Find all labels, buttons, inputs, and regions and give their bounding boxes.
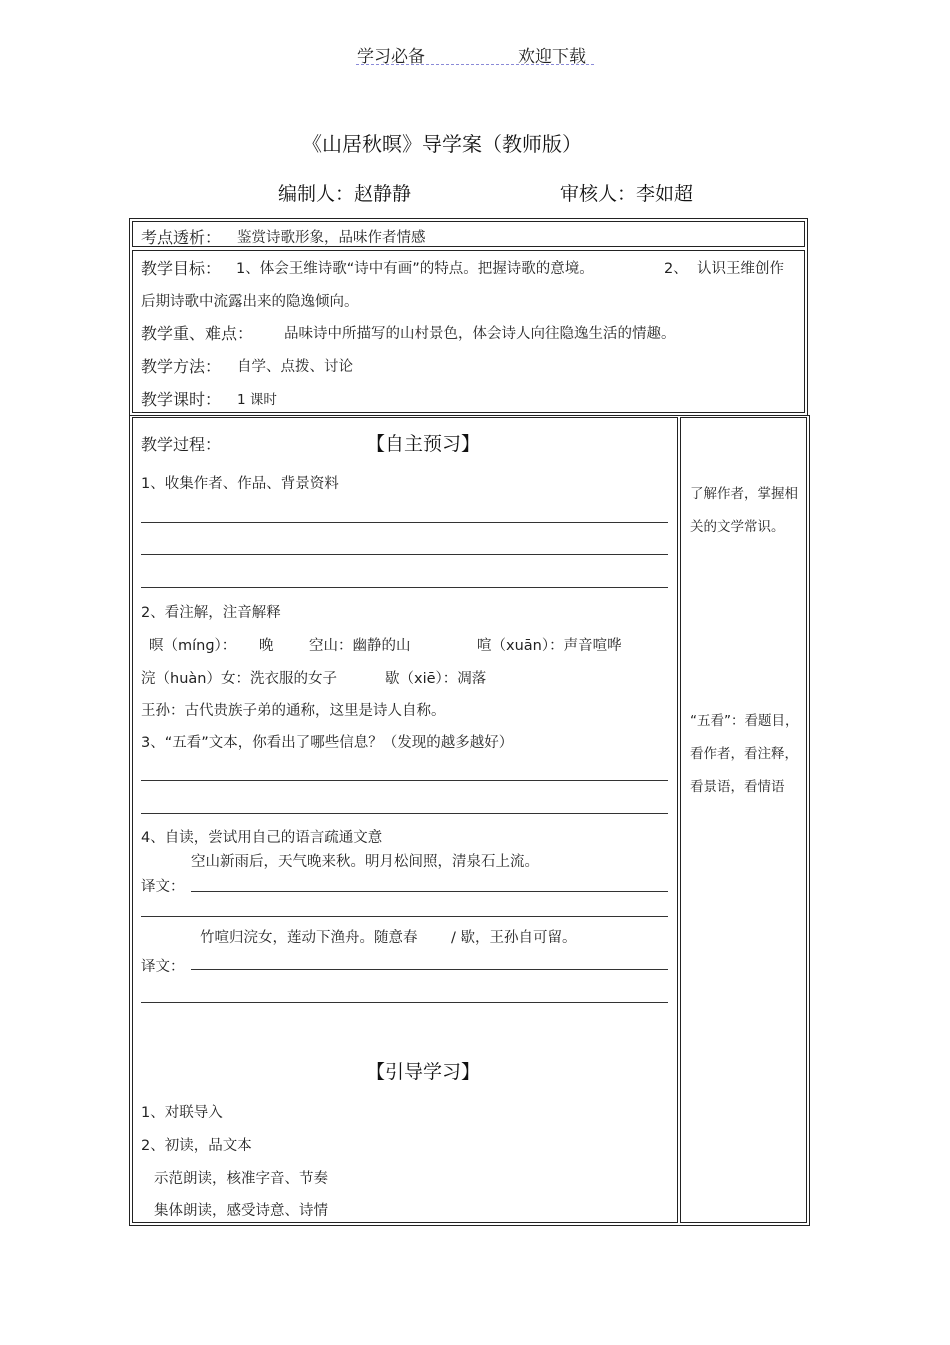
editor-line: 编制人：赵静静 — [278, 183, 412, 205]
zhongdian-text: 品味诗中所描写的山村景色，体会诗人向往隐逸生活的情趣。 — [284, 326, 676, 342]
note-xie: 歇（xiē）：凋落 — [385, 671, 487, 687]
mubiao-item-1: 1、体会王维诗歌“诗中有画”的特点。把握诗歌的意境。 — [236, 261, 594, 277]
answer-line — [141, 916, 668, 917]
answer-line — [141, 522, 668, 523]
kaodian-text: 鉴赏诗歌形象，品味作者情感 — [237, 230, 426, 246]
answer-line — [141, 1002, 668, 1003]
note-wangsun: 王孙：古代贵族子弟的通称，这里是诗人自称。 — [141, 703, 446, 719]
answer-line — [191, 891, 668, 892]
answer-line — [191, 969, 668, 970]
header-right: 欢迎下载 — [518, 47, 586, 67]
mubiao-item-2-a: 认识王维创作 — [697, 261, 784, 277]
document-title: 《山居秋暝》导学案（教师版） — [302, 132, 582, 156]
note-ming: 暝（mínɡ）： — [149, 638, 237, 654]
answer-line — [141, 813, 668, 814]
section-guided-study: 【引导学习】 — [366, 1061, 481, 1083]
answer-line — [141, 587, 668, 588]
guide-item-1: 1、对联导入 — [141, 1105, 223, 1121]
keshi-label: 教学课时： — [141, 390, 222, 409]
process-label: 教学过程： — [141, 435, 222, 454]
translation-label-1: 译文： — [141, 879, 185, 895]
note-ming-meaning: 晚 — [259, 638, 274, 654]
q3-five-looks: 3、“五看”文本，你看出了哪些信息？（发现的越多越好） — [141, 735, 514, 751]
mubiao-item-2-b: 后期诗歌中流露出来的隐逸倾向。 — [141, 294, 359, 310]
q2-annotations: 2、看注解，注音解释 — [141, 605, 281, 621]
side-note-author: 了解作者，掌握相关的文学常识。 — [690, 486, 798, 535]
poem-line-2a: 竹喧归浣女，莲动下渔舟。随意春 — [200, 930, 418, 946]
poem-line-2b: / 歇，王孙自可留。 — [451, 930, 577, 946]
note-huan: 浣（huàn）女：洗衣服的女子 — [141, 671, 337, 687]
zhongdian-label: 教学重、难点： — [141, 324, 254, 343]
header-rule — [356, 64, 594, 65]
poem-line-1: 空山新雨后，天气晚来秋。明月松间照，清泉石上流。 — [191, 854, 539, 870]
answer-line — [141, 780, 668, 781]
kaodian-cell — [132, 221, 805, 247]
guide-item-4: 集体朗读，感受诗意、诗情 — [154, 1203, 328, 1219]
header-left: 学习必备 — [357, 47, 425, 67]
note-xuan: 喧（xuān）：声音喧哗 — [477, 638, 622, 654]
q1-collect: 1、收集作者、作品、背景资料 — [141, 476, 339, 492]
note-kongshan: 空山：幽静的山 — [309, 638, 411, 654]
fangfa-label: 教学方法： — [141, 357, 222, 376]
reviewer-line: 审核人：李如超 — [560, 183, 694, 205]
guide-item-2: 2、初读，品文本 — [141, 1138, 252, 1154]
mubiao-item-2-num: 2、 — [664, 261, 688, 277]
kaodian-label: 考点透析： — [141, 228, 222, 247]
section-self-study: 【自主预习】 — [366, 433, 481, 455]
translation-label-2: 译文： — [141, 959, 185, 975]
side-note-five-looks: “五看”：看题目，看作者，看注释，看景语，看情语 — [690, 713, 799, 795]
mubiao-label: 教学目标： — [141, 259, 222, 278]
answer-line — [141, 554, 668, 555]
keshi-text: 1 课时 — [237, 392, 277, 408]
q4-self-read: 4、自读，尝试用自己的语言疏通文意 — [141, 830, 383, 846]
guide-item-3: 示范朗读，核准字音、节奏 — [154, 1171, 328, 1187]
fangfa-text: 自学、点拨、讨论 — [237, 359, 353, 375]
